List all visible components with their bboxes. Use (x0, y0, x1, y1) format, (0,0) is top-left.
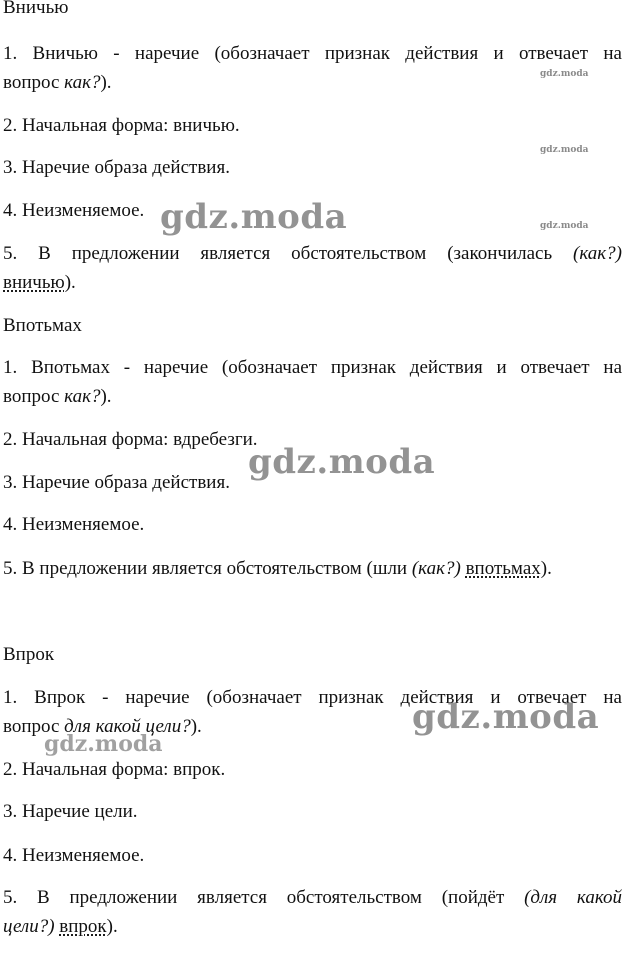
text-span: ). (64, 272, 76, 293)
paragraph-line (3, 269, 622, 297)
paragraph-line: 2. Начальная форма: вдребезги. (3, 429, 258, 450)
paragraph-line (3, 913, 622, 941)
paragraph-line (3, 555, 622, 583)
watermark-logo: gdz.moda (540, 145, 589, 155)
text-span: вопрос (3, 386, 65, 407)
paragraph-line: 1. Впрок - наречие (обозначает признак действия и отвечает на (3, 687, 622, 708)
italic-question: как? (64, 386, 101, 407)
text-span: 5. В предложении является обстоятельством (пойдёт (3, 887, 525, 908)
watermark-logo: gdz.moda (248, 442, 436, 482)
text-span: ). (100, 386, 112, 407)
section-title: Впрок (3, 644, 55, 665)
text-span: вопрос (3, 72, 65, 93)
paragraph-line: 1. Впотьмах - наречие (обозначает признак действия и отвечает на (3, 357, 622, 378)
text-span: ). (106, 916, 118, 937)
paragraph-line (3, 884, 622, 912)
watermark-logo: gdz.moda (540, 221, 589, 231)
paragraph-line: 1. Вничью - наречие (обозначает признак действия и отвечает на (3, 43, 622, 64)
italic-question: (как?) (573, 243, 622, 264)
section-title: Вничью (3, 0, 69, 18)
italic-question: для какой цели? (64, 716, 191, 737)
paragraph-line: 2. Начальная форма: впрок. (3, 759, 226, 780)
paragraph-line: 3. Наречие образа действия. (3, 157, 230, 178)
watermark-logo: gdz.moda (412, 697, 600, 737)
paragraph-line: 3. Наречие цели. (3, 801, 138, 822)
underlined-word: впотьмах (465, 558, 541, 579)
watermark-logo: gdz.moda (160, 197, 348, 237)
paragraph-line: 4. Неизменяемое. (3, 845, 145, 866)
text-span: 5. В предложении является обстоятельством (шли (3, 558, 412, 579)
paragraph-line: 2. Начальная форма: вничью. (3, 115, 240, 136)
text-span: 5. В предложении является обстоятельством (закончилась (3, 243, 574, 264)
text-span: ). (190, 716, 202, 737)
watermark-logo: gdz.moda (540, 69, 589, 79)
italic-question: цели?) (3, 916, 55, 937)
italic-question: (как?) (411, 558, 461, 579)
text-span: ). (540, 558, 552, 579)
paragraph-line: 4. Неизменяемое. (3, 200, 145, 221)
paragraph-line (3, 69, 622, 97)
underlined-word: впрок (59, 916, 107, 937)
paragraph-line: 4. Неизменяемое. (3, 514, 145, 535)
watermark-logo: gdz.moda (44, 731, 163, 757)
text-span: ). (100, 72, 112, 93)
underlined-word: вничью (3, 272, 65, 293)
text-span: вопрос (3, 716, 65, 737)
italic-question: (для какой (524, 887, 622, 908)
italic-question: как? (64, 72, 101, 93)
paragraph-line: 3. Наречие образа действия. (3, 472, 230, 493)
section-title: Впотьмах (3, 315, 82, 336)
paragraph-line (3, 383, 622, 411)
paragraph-line (3, 240, 622, 268)
